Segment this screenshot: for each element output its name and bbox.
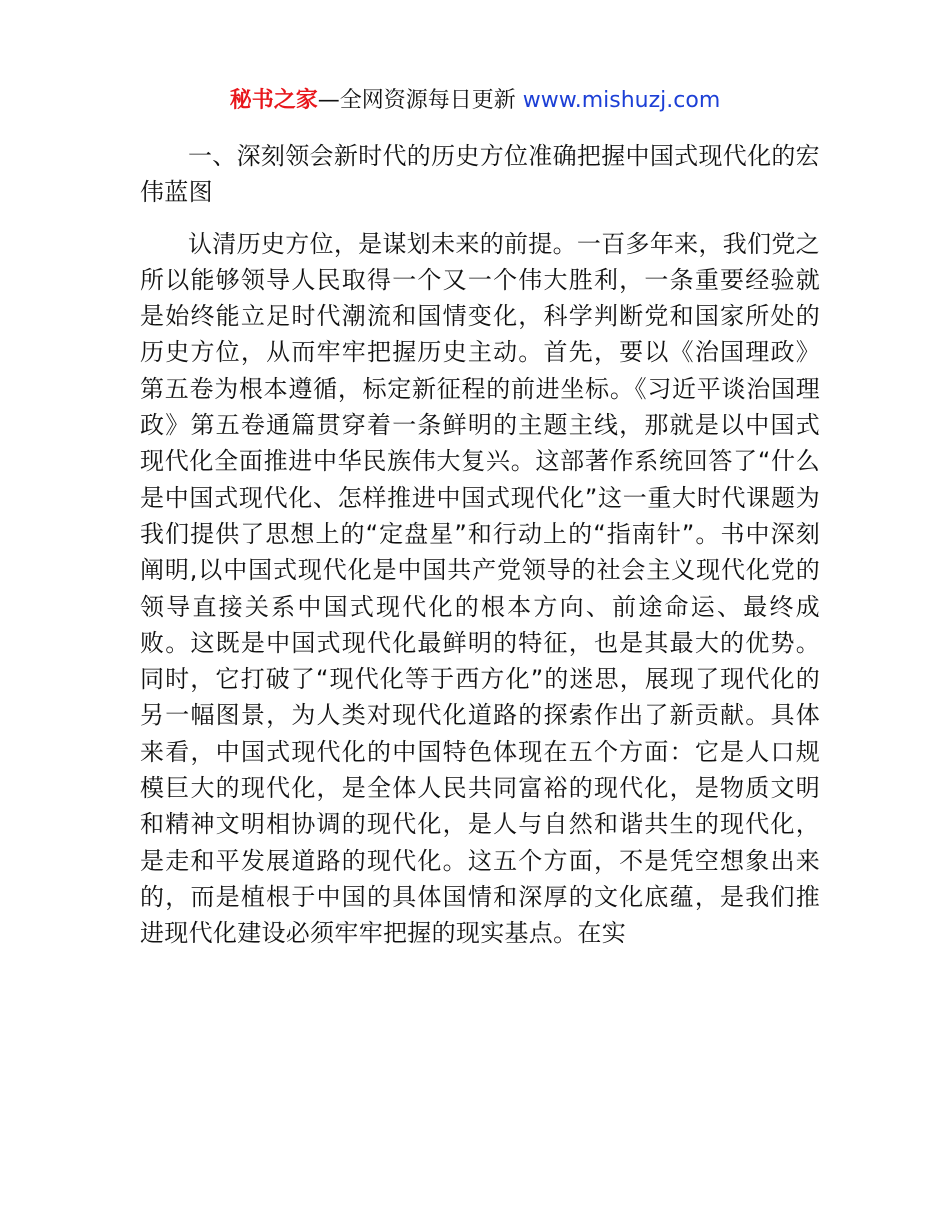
site-url: www.mishuzj.com xyxy=(522,88,721,113)
page-header xyxy=(0,86,950,116)
body-paragraph: 认清历史方位，是谋划未来的前提。一百多年来，我们党之所以能够领导人民取得一个又一个伟大胜利，一条重要经验就是始终能立足时代潮流和国情变化，科学判断党和国家所处的历史方位，从而牢牢把握历史主动。首先，要以《治国理政》第五卷为根本遵循，标定新征程的前进坐标。《习近平谈治国理政》第五卷通篇贯穿着一条鲜明的主题主线，那就是以中国式现代化全面推进中华民族伟大复兴。这部著作系统回答了“什么是中国式现代化、怎样推进中国式现代化”这一重大时代课题为我们提供了思想上的“定盘星”和行动上的“指南针”。书中深刻阐明,以中国式现代化是中国共产党领导的社会主义现代化党的领导直接关系中国式现代化的根本方向、前途命运、最终成败。这既是中国式现代化最鲜明的特征，也是其最大的优势。同时，它打破了“现代化等于西方化”的迷思，展现了现代化的另一幅图景，为人类对现代化道路的探索作出了新贡献。具体来看，中国式现代化的中国特色体现在五个方面：它是人口规模巨大的现代化，是全体人民共同富裕的现代化，是物质文明和精神文明相协调的现代化，是人与自然和谐共生的现代化，是走和平发展道路的现代化。这五个方面，不是凭空想象出来的，而是植根于中国的具体国情和深厚的文化底蕴，是我们推进现代化建设必须牢牢把握的现实基点。在实 xyxy=(140,229,820,948)
document-body xyxy=(140,138,820,952)
brand-name: 秘书之家 xyxy=(229,88,318,113)
section-heading: 一、深刻领会新时代的历史方位准确把握中国式现代化的宏伟蓝图 xyxy=(140,142,820,207)
header-tagline: —全网资源每日更新 xyxy=(317,88,523,113)
